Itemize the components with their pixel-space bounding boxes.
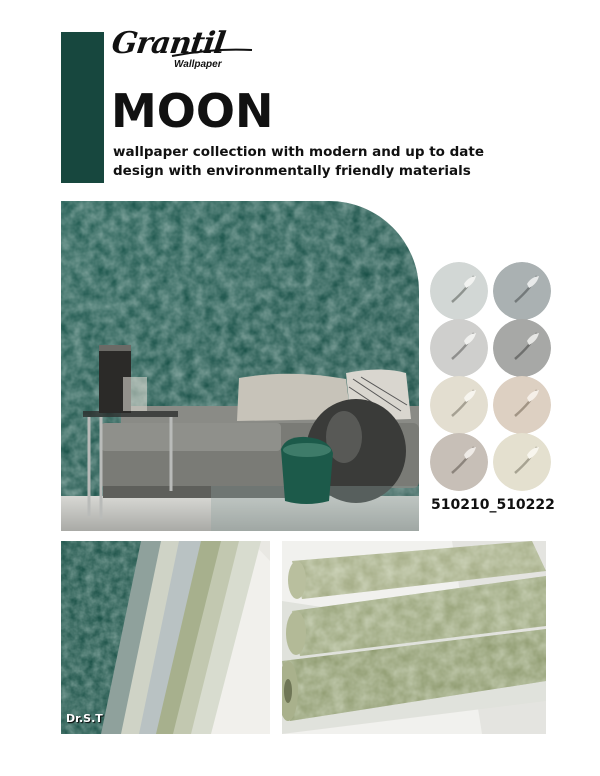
accent-bar xyxy=(61,32,104,183)
swatch-item[interactable] xyxy=(493,376,551,434)
swatch-item[interactable] xyxy=(493,262,551,320)
swatch-item[interactable] xyxy=(493,433,551,491)
swatch-item[interactable] xyxy=(430,319,488,377)
logo-swoosh-icon xyxy=(109,26,262,76)
swatch-item[interactable] xyxy=(430,262,488,320)
collection-description: wallpaper collection with modern and up to date design with environmentally friendly materials xyxy=(113,144,485,179)
brand-subtitle: Wallpaper xyxy=(174,59,222,70)
product-codes: 510210_510222 xyxy=(431,497,555,513)
swatch-item[interactable] xyxy=(430,433,488,491)
rolls-photo xyxy=(61,541,270,734)
collection-title: MOON xyxy=(111,84,274,138)
brand-name: Grantil xyxy=(109,26,227,61)
swatch-item[interactable] xyxy=(493,319,551,377)
brand-logo xyxy=(109,26,262,76)
green-rolls-photo xyxy=(282,541,546,734)
swatch-item[interactable] xyxy=(430,376,488,434)
room-photo xyxy=(61,201,419,531)
watermark: Dr.S.T xyxy=(66,712,103,725)
